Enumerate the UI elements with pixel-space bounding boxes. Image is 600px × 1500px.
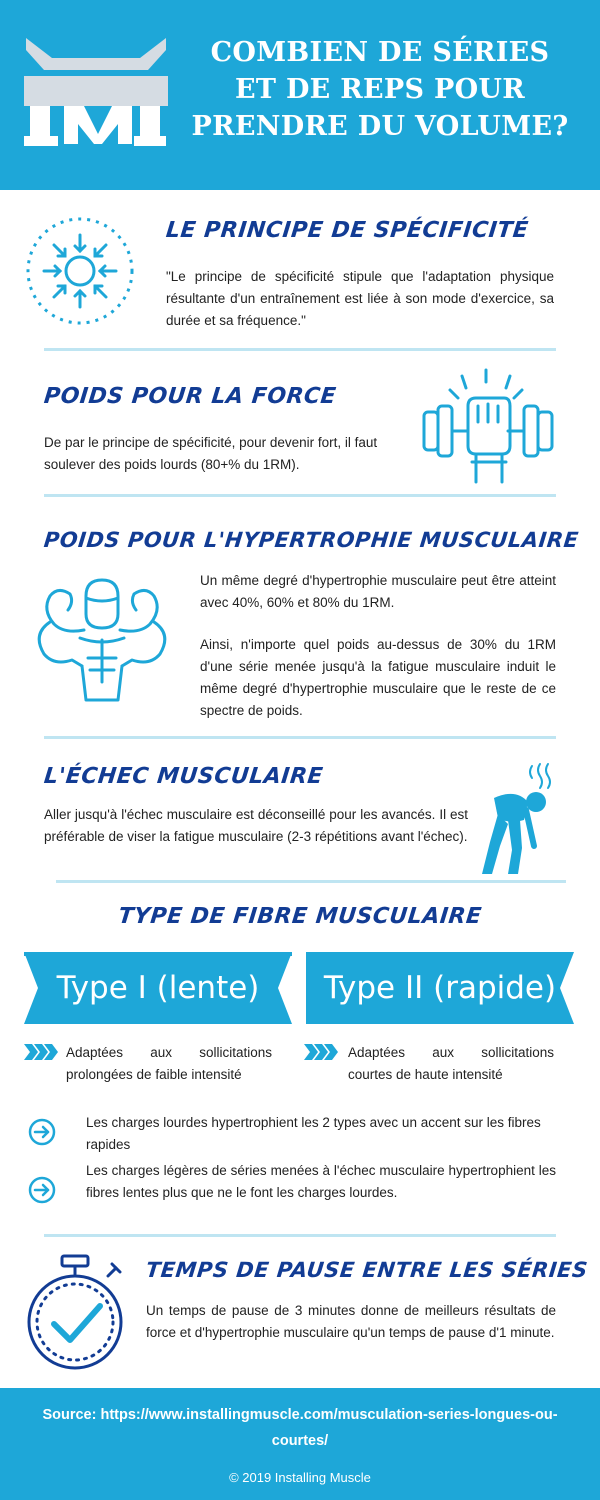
title-line: ET DE REPS POUR (235, 74, 525, 105)
arrow-circle-right-icon (28, 1118, 56, 1146)
fiber-point-1: Les charges lourdes hypertrophient les 2 types avec un accent sur les fibres rapides (86, 1115, 541, 1152)
im-logo (22, 36, 170, 148)
source-link[interactable]: Source: https://www.installingmuscle.com/musculation-series-longues-ou-courtes/ (42, 1407, 558, 1449)
fiber-type-2-label: Type II (rapide) (323, 970, 557, 1006)
arrow-circle-right-icon (28, 1176, 56, 1204)
section-title-failure: L'ÉCHEC MUSCULAIRE (42, 764, 325, 789)
fiber-type-1-desc: Adaptées aux sollicitations prolongées de faible intensité (66, 1045, 272, 1082)
divider (44, 736, 556, 739)
section-title-fibers: TYPE DE FIBRE MUSCULAIRE (117, 904, 483, 929)
chevrons-right-icon (304, 1044, 338, 1060)
stopwatch-check-icon (24, 1252, 126, 1374)
sun-arrows-icon (24, 215, 136, 327)
divider (56, 880, 566, 883)
hypertrophy-text-2: Ainsi, n'importe quel poids au-dessus de 30% du 1RM d'une série menée jusqu'à la fatigue musculaire induit le même degré d'hypertrophie musculaire que le reste de ce spectre de poids. (200, 637, 556, 718)
specificity-text: "Le principe de spécificité stipule que l'adaptation physique résultante d'un entraînement est liée à son mode d'exercice, sa durée et sa fréquence." (166, 269, 554, 328)
tired-person-icon (478, 758, 558, 878)
hypertrophy-text-1: Un même degré d'hypertrophie musculaire peut être atteint avec 40%, 60% et 80% du 1RM. (200, 573, 556, 610)
title-line: PRENDRE DU VOLUME? (191, 111, 569, 142)
page-title (170, 34, 590, 145)
copyright: © 2019 Installing Muscle (229, 1470, 371, 1485)
failure-text: Aller jusqu'à l'échec musculaire est déconseillé pour les avancés. Il est préférable de viser la fatigue musculaire (2-3 répétitions avant l'échec). (44, 807, 468, 844)
divider (44, 348, 556, 351)
fiber-type-2-desc: Adaptées aux sollicitations courtes de haute intensité (348, 1045, 554, 1082)
dumbbell-fist-icon (420, 366, 556, 484)
section-title-specificity: LE PRINCIPE DE SPÉCIFICITÉ (164, 218, 530, 243)
divider (44, 1234, 556, 1237)
title-line: COMBIEN DE SÉRIES (210, 37, 550, 68)
bodybuilder-icon (24, 574, 180, 704)
strength-text: De par le principe de spécificité, pour devenir fort, il faut soulever des poids lourds (80+% du 1RM). (44, 435, 378, 472)
fiber-point-2: Les charges légères de séries menées à l'échec musculaire hypertrophient les fibres lentes plus que ne le font les charges lourdes. (86, 1163, 556, 1200)
header-banner (0, 0, 600, 190)
section-title-strength: POIDS POUR LA FORCE (42, 384, 338, 409)
fiber-type-1-banner (24, 952, 292, 1024)
rest-text: Un temps de pause de 3 minutes donne de meilleurs résultats de force et d'hypertrophie musculaire qu'un temps de pause d'1 minute. (146, 1303, 556, 1340)
fiber-type-1-label: Type I (lente) (56, 970, 260, 1006)
section-title-rest: TEMPS DE PAUSE ENTRE LES SÉRIES (144, 1258, 590, 1282)
section-title-hypertrophy: POIDS POUR L'HYPERTROPHIE MUSCULAIRE (42, 528, 580, 552)
fiber-type-2-banner (306, 952, 574, 1024)
footer (0, 1388, 600, 1500)
chevrons-right-icon (24, 1044, 58, 1060)
divider (44, 494, 556, 497)
